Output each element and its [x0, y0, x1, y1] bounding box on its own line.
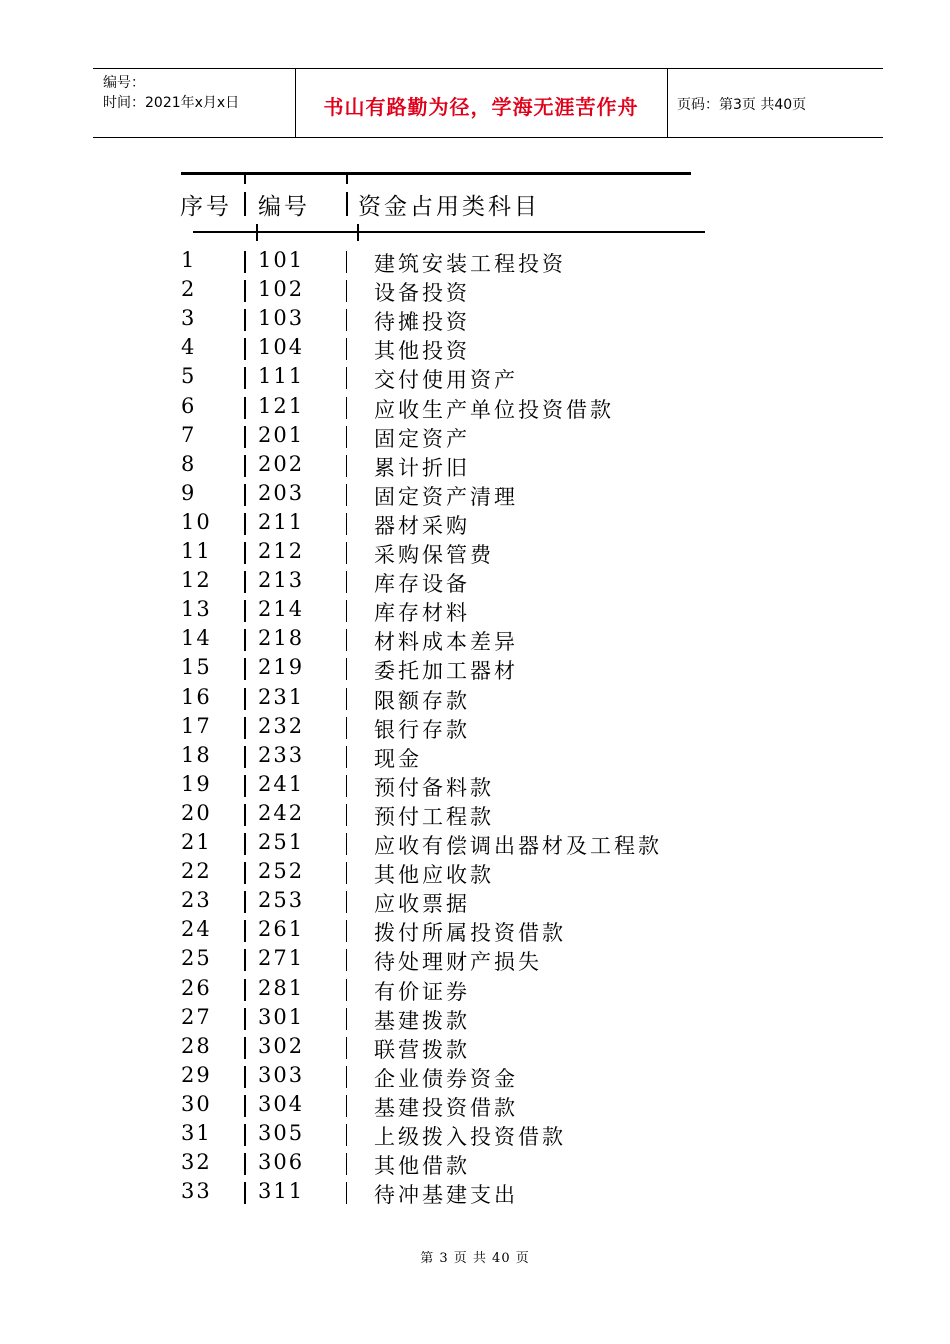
row-subject: 建筑安装工程投资: [374, 252, 566, 276]
table-row: [0, 306, 950, 335]
row-seq: 33: [181, 1179, 212, 1204]
row-code: 111: [258, 364, 305, 389]
row-divider-1: [244, 280, 246, 302]
row-divider-2: [346, 251, 347, 273]
header-cross-1: [256, 224, 258, 241]
row-divider-1: [244, 775, 246, 797]
table-row: [0, 888, 950, 917]
row-code: 218: [258, 626, 305, 651]
row-subject: 固定资产清理: [374, 484, 518, 509]
row-subject: 拨付所属投资借款: [374, 921, 566, 946]
row-divider-2: [346, 484, 347, 506]
row-code: 301: [258, 1004, 305, 1029]
table-top-rule: [181, 172, 691, 175]
row-code: 231: [258, 684, 305, 709]
row-seq: 3: [181, 306, 197, 331]
row-divider-1: [244, 920, 246, 942]
row-seq: 18: [181, 742, 212, 767]
table-row: [0, 568, 950, 597]
row-divider-1: [244, 600, 246, 622]
row-subject: 其他借款: [374, 1154, 470, 1179]
row-divider-1: [244, 542, 246, 564]
row-divider-2: [346, 1153, 347, 1175]
table-row: [0, 685, 950, 714]
row-seq: 22: [181, 859, 212, 884]
row-seq: 12: [181, 568, 212, 593]
header-tick-1: [244, 172, 246, 184]
row-seq: 17: [181, 713, 212, 738]
row-subject: 待摊投资: [374, 310, 470, 335]
header-subject: 资金占用类科目: [358, 194, 540, 220]
table-row: [0, 423, 950, 452]
table-row: [0, 1063, 950, 1092]
table-row: [0, 801, 950, 830]
row-divider-1: [244, 1008, 246, 1030]
row-subject: 库存设备: [374, 572, 470, 597]
row-divider-1: [244, 949, 246, 971]
row-subject: 固定资产: [374, 426, 470, 451]
row-seq: 31: [181, 1121, 212, 1145]
row-divider-2: [346, 1037, 347, 1059]
table-row: [0, 481, 950, 510]
table-header-rule: [193, 231, 705, 233]
row-code: 304: [258, 1091, 305, 1116]
row-divider-1: [244, 338, 246, 360]
row-divider-2: [346, 1124, 347, 1146]
row-divider-1: [244, 979, 246, 1001]
row-divider-2: [346, 513, 347, 535]
table-row: [0, 597, 950, 626]
row-seq: 23: [181, 888, 212, 913]
table-row: [0, 626, 950, 655]
row-divider-1: [244, 397, 246, 419]
row-divider-2: [346, 1066, 347, 1088]
row-subject: 采购保管费: [374, 543, 494, 567]
row-divider-2: [346, 367, 347, 389]
row-divider-1: [244, 455, 246, 477]
table-row: [0, 510, 950, 539]
row-divider-2: [346, 746, 347, 768]
page-footer: 第 3 页 共 40 页: [420, 1251, 530, 1266]
row-code: 121: [258, 393, 305, 418]
row-divider-1: [244, 688, 246, 710]
row-subject: 应收票据: [374, 892, 470, 917]
row-subject: 应收生产单位投资借款: [374, 397, 614, 422]
row-code: 252: [258, 859, 305, 884]
row-seq: 30: [181, 1091, 212, 1116]
row-subject: 有价证券: [374, 979, 470, 1004]
table-row: [0, 830, 950, 859]
row-divider-2: [346, 600, 347, 622]
row-seq: 4: [181, 335, 197, 360]
row-subject: 上级拨入投资借款: [374, 1125, 566, 1149]
table-row: [0, 743, 950, 772]
row-divider-2: [346, 688, 347, 710]
row-subject: 设备投资: [374, 281, 470, 306]
table-row: [0, 714, 950, 743]
row-seq: 29: [181, 1062, 212, 1087]
row-subject: 预付备料款: [374, 775, 494, 800]
row-code: 281: [258, 975, 305, 1000]
row-divider-2: [346, 571, 347, 593]
row-divider-1: [244, 1037, 246, 1059]
row-divider-1: [244, 804, 246, 826]
row-divider-2: [346, 455, 347, 477]
time-label: 时间：2021年x月x日: [103, 95, 240, 111]
row-divider-1: [244, 717, 246, 739]
row-seq: 10: [181, 509, 212, 534]
row-subject: 委托加工器材: [374, 659, 518, 684]
table-row: [0, 859, 950, 888]
row-subject: 交付使用资产: [374, 368, 518, 393]
row-divider-2: [346, 920, 347, 942]
row-divider-2: [346, 629, 347, 651]
row-subject: 基建投资借款: [374, 1095, 518, 1120]
row-code: 211: [258, 509, 305, 534]
row-divider-2: [346, 833, 347, 855]
row-subject: 其他投资: [374, 339, 470, 364]
row-code: 302: [258, 1033, 305, 1058]
row-divider-2: [346, 309, 347, 331]
header-code: 编号: [258, 194, 310, 220]
row-code: 261: [258, 917, 305, 942]
row-subject: 预付工程款: [374, 804, 494, 829]
row-code: 242: [258, 800, 305, 825]
row-divider-2: [346, 717, 347, 739]
header-cross-2: [357, 224, 359, 241]
row-code: 311: [258, 1179, 305, 1204]
row-seq: 15: [181, 655, 212, 680]
row-divider-2: [346, 397, 347, 419]
row-divider-1: [244, 426, 246, 448]
row-divider-2: [346, 542, 347, 564]
row-seq: 1: [181, 248, 197, 272]
table-row: [0, 1121, 950, 1150]
table-row: [0, 277, 950, 306]
row-code: 251: [258, 830, 305, 854]
row-code: 303: [258, 1062, 305, 1087]
table-row: [0, 1092, 950, 1121]
table-row: [0, 335, 950, 364]
row-subject: 待冲基建支出: [374, 1183, 518, 1208]
row-divider-1: [244, 1153, 246, 1175]
row-subject: 联营拨款: [374, 1037, 470, 1062]
row-code: 305: [258, 1121, 305, 1145]
row-seq: 20: [181, 800, 212, 825]
row-seq: 19: [181, 771, 212, 796]
row-seq: 27: [181, 1004, 212, 1029]
row-divider-1: [244, 571, 246, 593]
row-divider-1: [244, 484, 246, 506]
row-divider-1: [244, 367, 246, 389]
row-divider-1: [244, 833, 246, 855]
row-seq: 21: [181, 830, 212, 854]
table-row: [0, 946, 950, 975]
table-row: [0, 248, 950, 277]
row-code: 306: [258, 1150, 305, 1175]
row-code: 219: [258, 655, 305, 680]
row-divider-2: [346, 891, 347, 913]
row-divider-2: [346, 658, 347, 680]
table-row: [0, 917, 950, 946]
row-code: 212: [258, 539, 305, 563]
number-label: 编号：: [103, 75, 145, 91]
row-divider-1: [244, 1095, 246, 1117]
row-subject: 累计折旧: [374, 455, 470, 480]
row-subject: 银行存款: [374, 717, 470, 742]
row-code: 253: [258, 888, 305, 913]
row-seq: 28: [181, 1033, 212, 1058]
row-code: 202: [258, 451, 305, 476]
row-divider-1: [244, 513, 246, 535]
row-divider-2: [346, 1008, 347, 1030]
table-row: [0, 976, 950, 1005]
table-row: [0, 655, 950, 684]
header-divider-1: [244, 192, 246, 216]
row-seq: 13: [181, 597, 212, 622]
row-seq: 8: [181, 451, 197, 476]
row-seq: 5: [181, 364, 197, 389]
table-row: [0, 364, 950, 393]
row-code: 201: [258, 422, 305, 447]
row-subject: 企业债券资金: [374, 1066, 518, 1091]
row-divider-2: [346, 280, 347, 302]
row-divider-2: [346, 1182, 347, 1204]
row-seq: 24: [181, 917, 212, 942]
row-code: 203: [258, 480, 305, 505]
row-divider-2: [346, 338, 347, 360]
row-divider-1: [244, 1182, 246, 1204]
row-seq: 6: [181, 393, 197, 418]
row-code: 232: [258, 713, 305, 738]
row-code: 213: [258, 568, 305, 593]
row-divider-1: [244, 746, 246, 768]
row-divider-2: [346, 949, 347, 971]
row-code: 104: [258, 335, 305, 360]
table-row: [0, 394, 950, 423]
table-row: [0, 1005, 950, 1034]
row-subject: 现金: [374, 746, 422, 771]
row-divider-1: [244, 658, 246, 680]
row-seq: 9: [181, 480, 197, 505]
row-code: 271: [258, 946, 305, 971]
row-seq: 25: [181, 946, 212, 971]
row-subject: 器材采购: [374, 513, 470, 538]
row-subject: 应收有偿调出器材及工程款: [374, 834, 662, 858]
row-divider-2: [346, 426, 347, 448]
row-subject: 基建拨款: [374, 1008, 470, 1033]
table-row: [0, 539, 950, 568]
header-motto: 书山有路勤为径，学海无涯苦作舟: [323, 95, 639, 119]
header-seq: 序号: [180, 194, 232, 220]
row-seq: 2: [181, 277, 197, 302]
row-divider-2: [346, 979, 347, 1001]
row-divider-1: [244, 1066, 246, 1088]
row-seq: 16: [181, 684, 212, 709]
row-subject: 库存材料: [374, 601, 470, 626]
header-divider-2: [346, 192, 348, 216]
row-subject: 其他应收款: [374, 863, 494, 888]
row-seq: 7: [181, 422, 197, 447]
row-code: 241: [258, 771, 305, 796]
table-row: [0, 452, 950, 481]
row-seq: 14: [181, 626, 212, 651]
row-divider-2: [346, 775, 347, 797]
row-seq: 26: [181, 975, 212, 1000]
row-divider-2: [346, 1095, 347, 1117]
row-divider-1: [244, 1124, 246, 1146]
row-subject: 限额存款: [374, 688, 470, 713]
row-divider-1: [244, 629, 246, 651]
row-subject: 材料成本差异: [374, 630, 518, 655]
row-divider-1: [244, 891, 246, 913]
row-divider-1: [244, 862, 246, 884]
row-code: 103: [258, 306, 305, 331]
header-tick-2: [346, 172, 348, 184]
row-code: 101: [258, 248, 305, 272]
table-row: [0, 1150, 950, 1179]
row-divider-2: [346, 804, 347, 826]
row-code: 214: [258, 597, 305, 622]
table-row: [0, 1179, 950, 1208]
table-row: [0, 1034, 950, 1063]
row-seq: 32: [181, 1150, 212, 1175]
row-divider-2: [346, 862, 347, 884]
header-page-info: 页码：第3页 共40页: [677, 97, 807, 113]
row-seq: 11: [181, 539, 212, 563]
table-row: [0, 772, 950, 801]
row-subject: 待处理财产损失: [374, 950, 542, 975]
row-code: 233: [258, 742, 305, 767]
row-code: 102: [258, 277, 305, 302]
row-divider-1: [244, 309, 246, 331]
row-divider-1: [244, 251, 246, 273]
